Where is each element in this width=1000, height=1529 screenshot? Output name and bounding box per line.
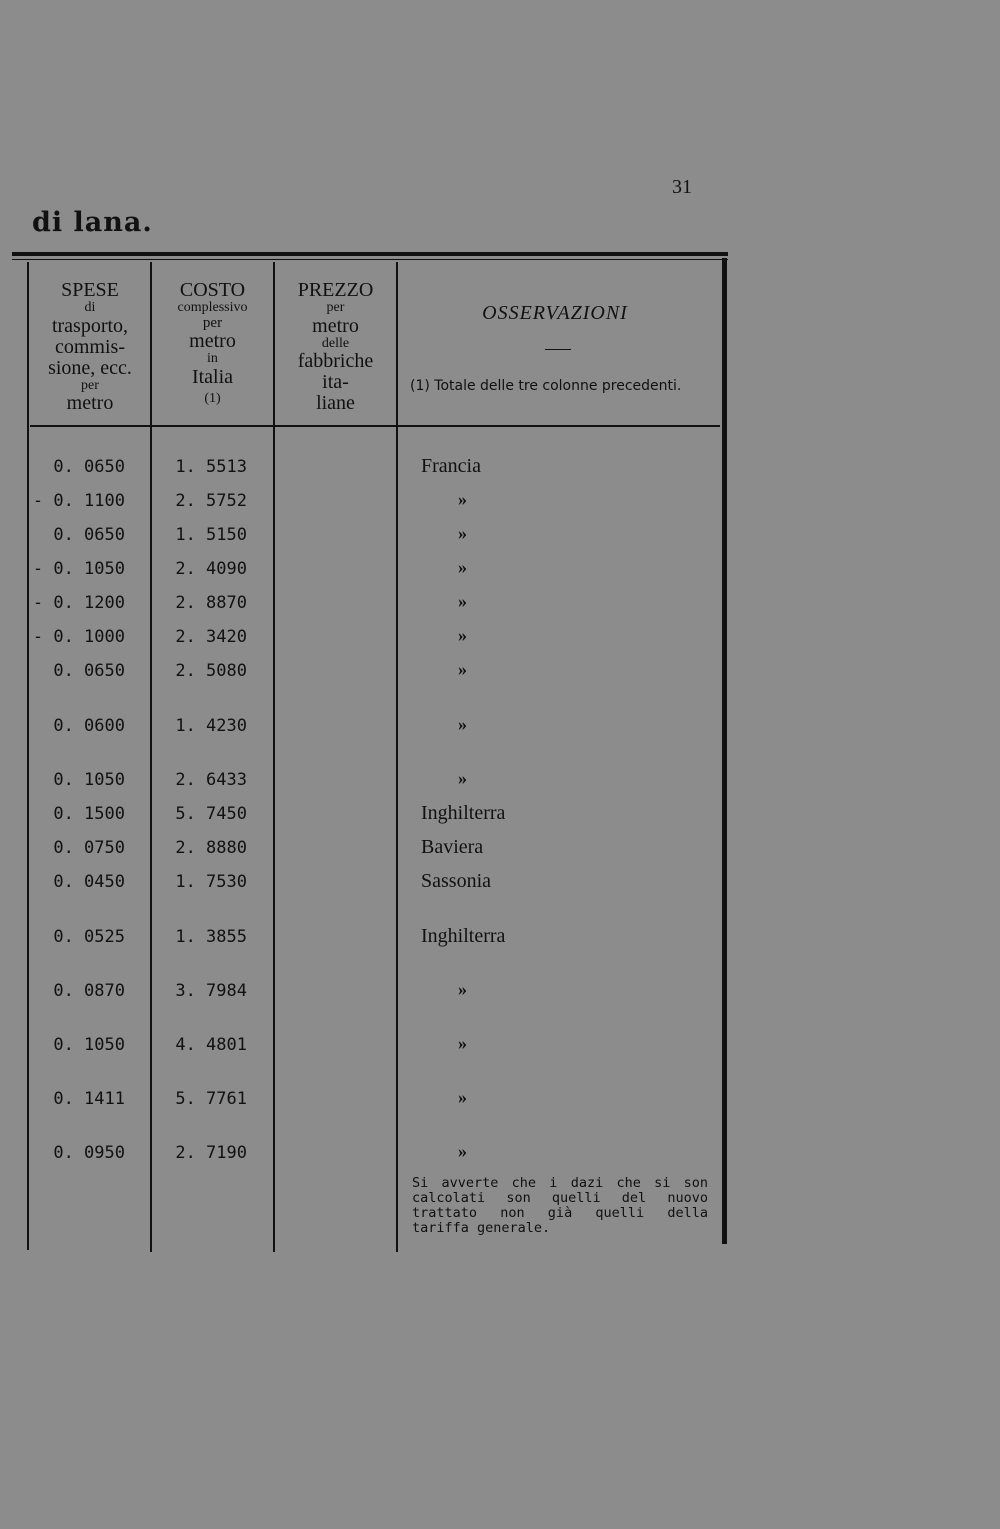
- row-4-obs: »: [458, 557, 467, 577]
- row-17-costo: 2. 7190: [175, 1143, 247, 1163]
- row-5-costo: 2. 8870: [175, 593, 247, 613]
- row-15-obs: »: [458, 1033, 467, 1053]
- row-11-costo: 2. 8880: [175, 838, 247, 858]
- row-3-costo: 1. 5150: [175, 525, 247, 545]
- row-9-spese: 0. 1050: [53, 770, 125, 790]
- row-4-spese: - 0. 1050: [32, 559, 125, 579]
- row-16-costo: 5. 7761: [175, 1089, 247, 1109]
- row-4-costo: 2. 4090: [175, 559, 247, 579]
- row-15-costo: 4. 4801: [175, 1035, 247, 1055]
- row-12-costo: 1. 7530: [175, 872, 247, 892]
- table-right-border: [722, 258, 727, 1244]
- row-5-obs: »: [458, 591, 467, 611]
- row-15-spese: 0. 1050: [53, 1035, 125, 1055]
- row-2-costo: 2. 5752: [175, 491, 247, 511]
- header-osservazioni: OSSERVAZIONI: [482, 302, 628, 324]
- row-17-spese: 0. 0950: [53, 1143, 125, 1163]
- row-13-obs: Inghilterra: [421, 925, 506, 947]
- header-prezzo: PREZZO per metro delle fabbriche ita- liane: [297, 279, 374, 415]
- row-7-costo: 2. 5080: [175, 661, 247, 681]
- row-16-obs: »: [458, 1087, 467, 1107]
- row-8-obs: »: [458, 714, 467, 734]
- column-divider-3: [396, 262, 398, 1252]
- header-spese: SPESE di trasporto, commis- sione, ecc. per metro: [48, 279, 132, 415]
- header-dash: [545, 349, 571, 350]
- row-7-spese: 0. 0650: [53, 661, 125, 681]
- row-6-spese: - 0. 1000: [32, 627, 125, 647]
- footnote: Si avverte che i dazi che si son calcolati son quelli del nuovo trattato non già quelli della tariffa generale.: [412, 1175, 708, 1236]
- row-12-obs: Sassonia: [421, 870, 491, 892]
- table-left-border: [27, 262, 29, 1250]
- row-12-spese: 0. 0450: [53, 872, 125, 892]
- header-bottom-rule: [30, 425, 720, 427]
- row-11-obs: Baviera: [421, 836, 484, 858]
- header-note: (1) Totale delle tre colonne precedenti.: [410, 378, 682, 394]
- row-3-spese: 0. 0650: [53, 525, 125, 545]
- page-number: 31: [672, 176, 692, 198]
- row-6-obs: »: [458, 625, 467, 645]
- row-7-obs: »: [458, 659, 467, 679]
- row-8-spese: 0. 0600: [53, 716, 125, 736]
- row-1-obs: Francia: [421, 455, 481, 477]
- row-16-spese: 0. 1411: [53, 1089, 125, 1109]
- row-14-spese: 0. 0870: [53, 981, 125, 1001]
- row-17-obs: »: [458, 1141, 467, 1161]
- row-10-obs: Inghilterra: [421, 802, 506, 824]
- section-title: di lana.: [32, 207, 153, 238]
- row-10-spese: 0. 1500: [53, 804, 125, 824]
- row-14-obs: »: [458, 979, 467, 999]
- row-1-costo: 1. 5513: [175, 457, 247, 477]
- row-2-obs: »: [458, 489, 467, 509]
- row-9-obs: »: [458, 768, 467, 788]
- header-costo: COSTO complessivo per metro in Italia (1): [177, 279, 248, 407]
- row-10-costo: 5. 7450: [175, 804, 247, 824]
- row-13-spese: 0. 0525: [53, 927, 125, 947]
- row-9-costo: 2. 6433: [175, 770, 247, 790]
- row-1-spese: 0. 0650: [53, 457, 125, 477]
- row-6-costo: 2. 3420: [175, 627, 247, 647]
- row-5-spese: - 0. 1200: [32, 593, 125, 613]
- table-top-rule: [12, 252, 728, 256]
- row-3-obs: »: [458, 523, 467, 543]
- row-8-costo: 1. 4230: [175, 716, 247, 736]
- row-13-costo: 1. 3855: [175, 927, 247, 947]
- row-14-costo: 3. 7984: [175, 981, 247, 1001]
- row-2-spese: - 0. 1100: [32, 491, 125, 511]
- table-top-rule-thin: [12, 259, 728, 260]
- row-11-spese: 0. 0750: [53, 838, 125, 858]
